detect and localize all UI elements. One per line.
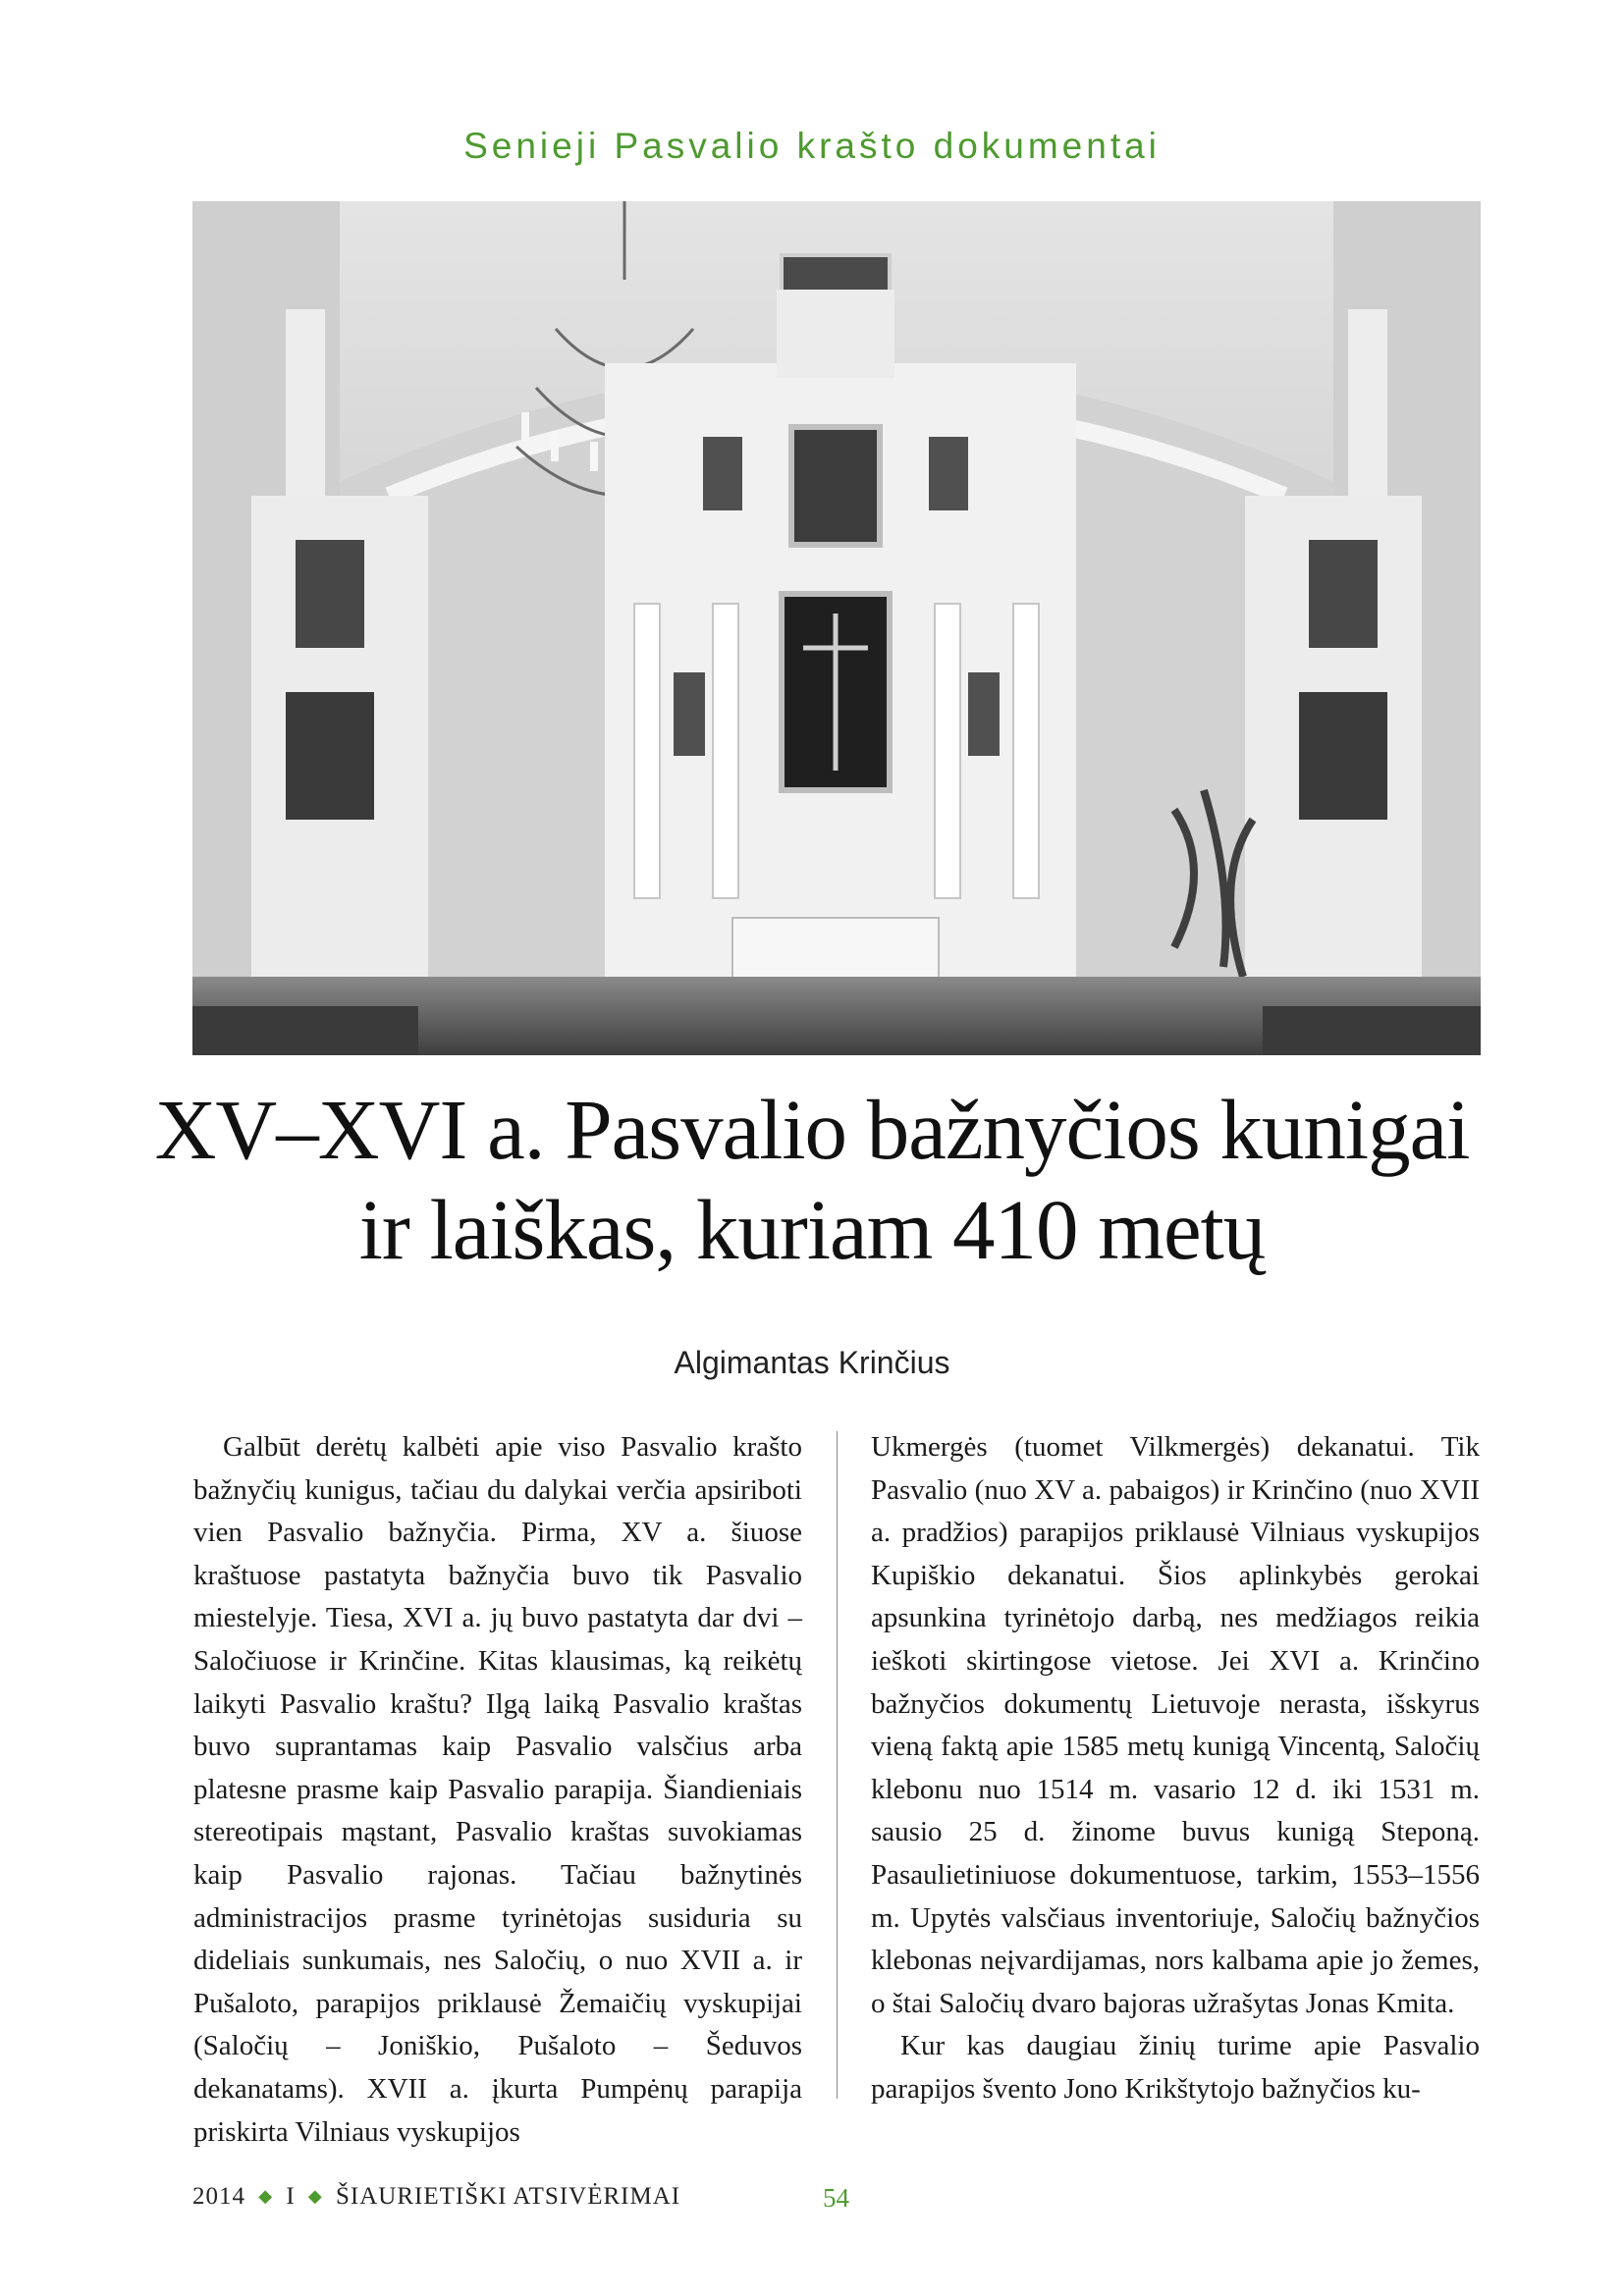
body-paragraph: Galbūt derėtų kalbėti apie viso Pasvalio krašto bažnyčių kunigus, tačiau du dalykai verčia apsiriboti vien Pasvalio bažnyčia. Pirma, XV a. šiuose kraštuose pastatyta bažnyčia buvo tik Pasvalio miestelyje. Tiesa, XVI a. jų buvo pastatyta dar dvi – Saločiuose ir Krinčine. Kitas klausimas, ką reikėtų laikyti Pasvalio kraštu? Ilgą laiką Pasvalio kraštas buvo suprantamas kaip Pasvalio valsčius arba platesne prasme kaip Pasvalio parapija. Šiandieniais stereotipais mąstant, Pasvalio kraštas suvokiamas kaip Pasvalio rajonas. Tačiau bažnytinės administracijos prasme tyrinėtojas susiduria su dideliais sunkumais, nes Saločių, o nuo XVII a. ir Pušaloto, parapijos priklausė Žemaičių vyskupijai (Saločių – Joniškio, Pušaloto – Šeduvos dekanatams). XVII a. įkurta Pumpėnų parapija priskirta Vilniaus vyskupijos: [193, 1431, 802, 2148]
photo-illustration: [192, 201, 1481, 1055]
journal-footer: [192, 2183, 680, 2211]
body-paragraph: Kur kas daugiau žinių turime apie Pasvalio parapijos švento Jono Krikštytojo bažnyčios ku-: [871, 2030, 1480, 2105]
page-number: 54: [823, 2183, 849, 2213]
body-column-left: [193, 1426, 802, 2154]
footer-journal-name: ŠIAURIETIŠKI ATSIVĖRIMAI: [336, 2183, 681, 2210]
footer-year: 2014: [192, 2183, 245, 2210]
title-line-1: XV–XVI a. Pasvalio bažnyčios kunigai: [154, 1082, 1470, 1177]
column-divider: [837, 1431, 838, 2099]
series-header: Senieji Pasvalio krašto dokumentai: [463, 126, 1161, 166]
body-column-right: [871, 1426, 1480, 2111]
diamond-bullet-icon: ◆: [307, 2186, 323, 2206]
title-line-2: ir laiškas, kuriam 410 metų: [358, 1182, 1266, 1277]
footer-issue: I: [286, 2183, 296, 2210]
body-paragraph: Ukmergės (tuomet Vilkmergės) dekanatui. Tik Pasvalio (nuo XV a. pabaigos) ir Krinčino (nuo XVII a. pradžios) parapijos priklausė Vilniaus vyskupijos Kupiškio dekanatui. Šios aplinkybės gerokai apsunkina tyrinėtojo darbą, nes medžiagos reikia ieškoti skirtingose vietose. Jei XVI a. Krinčino bažnyčios dokumentų Lietuvoje nerasta, išskyrus vieną faktą apie 1585 metų kunigą Vincentą, Saločių klebonu nuo 1514 m. vasario 12 d. iki 1531 m. sausio 25 d. žinome buvus kunigą Steponą. Pasaulietiniuose dokumentuose, tarkim, 1553–1556 m. Upytės valsčiaus inventoriuje, Saločių bažnyčios klebonas neįvardijamas, nors kalbama apie jo žemes, o štai Saločių dvaro bajoras užrašytas Jonas Kmita.: [871, 1431, 1480, 2019]
diamond-bullet-icon: ◆: [258, 2186, 274, 2206]
church-altar-photo: [192, 201, 1481, 1055]
author-name: Algimantas Krinčius: [674, 1345, 950, 1380]
article-title: [147, 1080, 1477, 1280]
